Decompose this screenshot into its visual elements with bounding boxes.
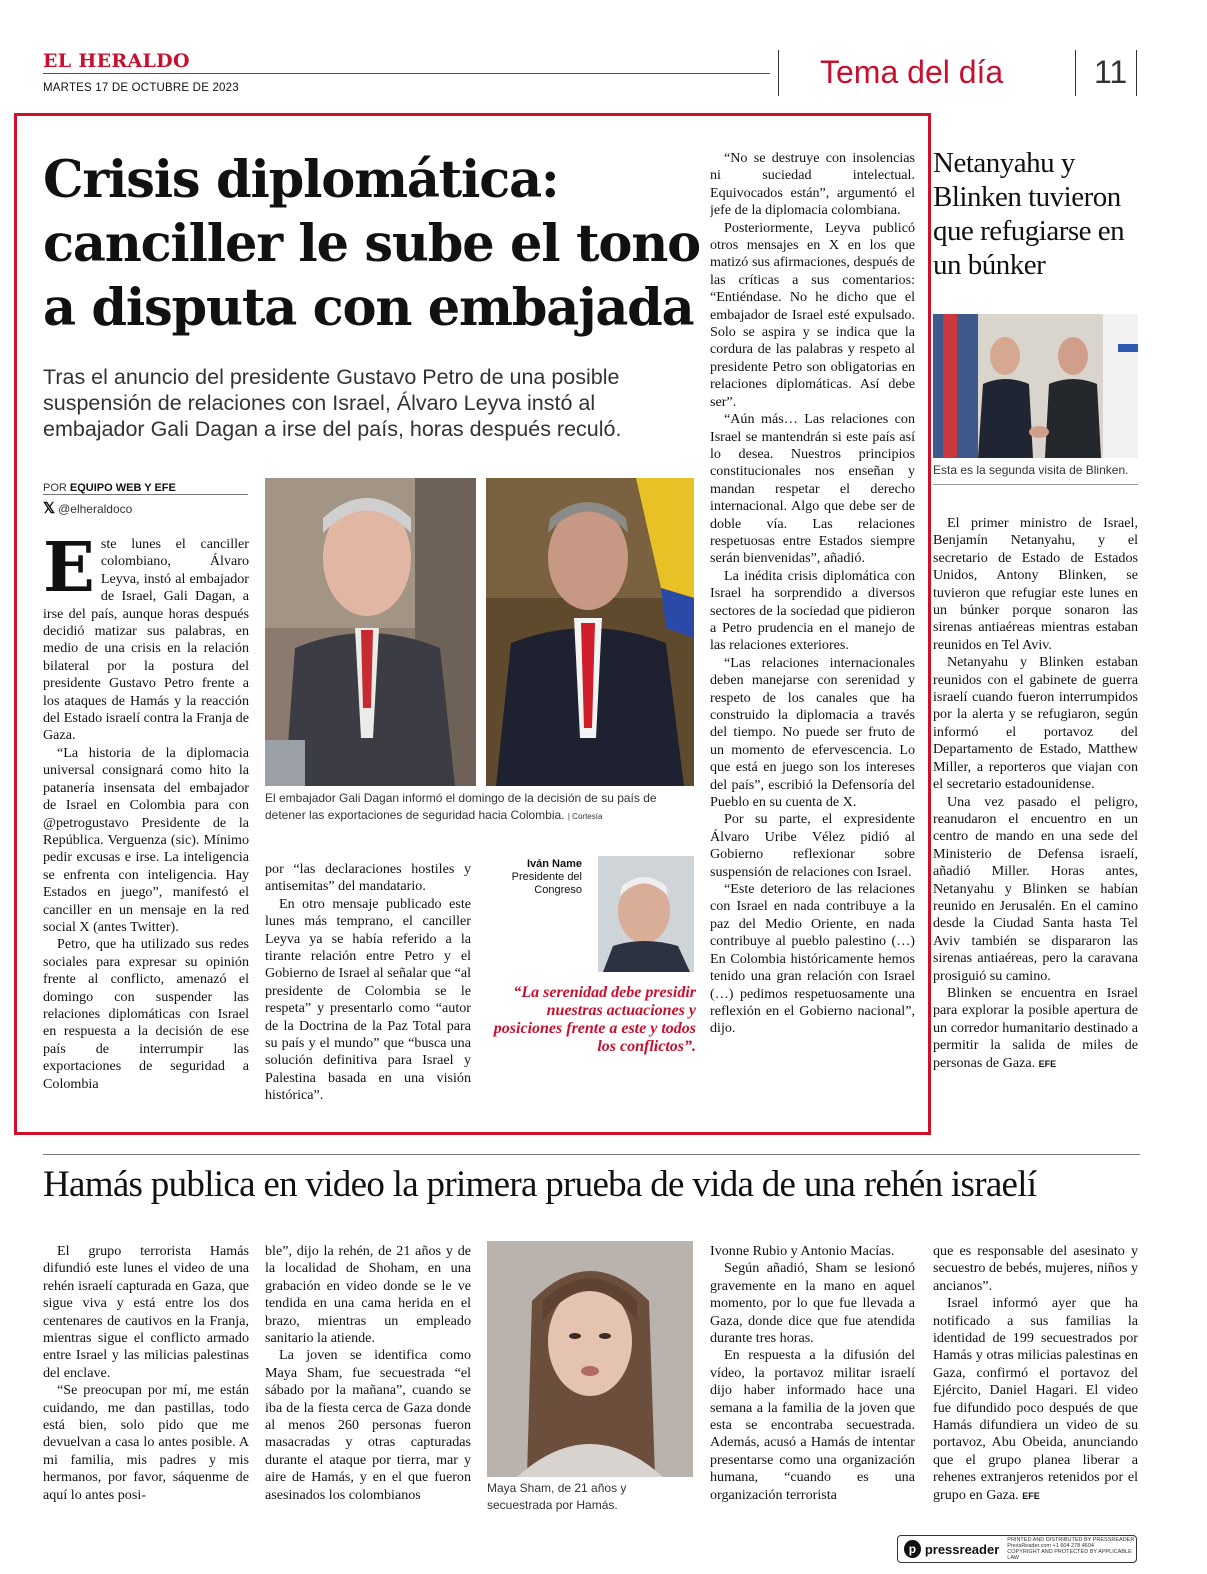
paragraph-text: Blinken se encuentra en Israel para explorar la posible apertura de un corredor humanitario destinado a permitir la salida de miles de personas de Gaza. bbox=[933, 984, 1138, 1071]
pressreader-badge[interactable] bbox=[897, 1535, 1137, 1563]
section-rule bbox=[43, 1154, 1140, 1155]
byline-prefix: POR bbox=[43, 482, 67, 494]
byline-rule bbox=[43, 494, 248, 495]
fineprint-line: PressReader.com +1 604 278 4604 bbox=[1007, 1543, 1094, 1549]
paragraph: La inédita crisis diplomática con Israel ha sorprendido a diversos sectores de la sociedad que pidieron a Petro prudencia en el manejo de las relaciones exteriores. bbox=[710, 567, 915, 654]
drop-cap: E bbox=[43, 536, 95, 608]
masthead-brand: EL HERALDO bbox=[43, 50, 190, 72]
paragraph: “La historia de la diplomacia universal consignará como hito la patanería insensata del embajador de Israel en Colombia para con @petrogustavo Presidente de la República. Verguenza (sic). Mínimo pedir excusas e irse. La inteligencia se enfrenta con inteligencia. Hay Estados en juego”, manifestó el canciller en un mensaje en la red social X (antes Twitter). bbox=[43, 744, 249, 935]
paragraph: ble”, dijo la rehén, de 21 años y de la localidad de Shoham, en una grabación en video donde se le ve tendida en una cama herida en el brazo, mientras un empleado sanitario la atiende. bbox=[265, 1243, 471, 1347]
lead-paragraph bbox=[43, 536, 249, 745]
paragraph: Una vez pasado el peligro, reanudaron el encuentro en un centro de mando en una sede del Ministerio de Defensa israelí, añadió Miller. Horas antes, Netanyahu y Blinken se habían reunido en Jerusalén. En el camino desde la Ciudad Santa hasta Tel Aviv también se dispararon las sirenas antiaéreas, pero la caravana prosiguió su camino. bbox=[933, 793, 1138, 984]
paragraph: La joven se identifica como Maya Sham, fue secuestrada “el sábado por la mañana”, cuando se iba de la fiesta cerca de Gaza donde al menos 260 personas fueron masacradas y otras capturadas durante el ataque por tierra, mar y aire de Hamás, y en el que fueron asesinados los colombianos bbox=[265, 1347, 471, 1503]
fineprint-line: PRINTED AND DISTRIBUTED BY PRESSREADER bbox=[1007, 1537, 1135, 1543]
paragraph: Posteriormente, Leyva publicó otros mensajes en X en los que matizó sus afirmaciones, después de las críticas a sus comentarios: “Entiéndase. No he dicho que el embajador de Israel esté expulsado. Solo se aspira y se indica que la cordura de las palabras y respeto al presidente Petro son obligatorias en relaciones diplomáticas. Así debe ser”. bbox=[710, 219, 915, 410]
fineprint-line: COPYRIGHT AND PROTECTED BY APPLICABLE LAW bbox=[1007, 1549, 1132, 1561]
photo-ivan-name bbox=[598, 856, 694, 972]
hamas-column-2 bbox=[265, 1243, 471, 1519]
photo-leyva-image bbox=[265, 478, 476, 786]
hamas-headline: Hamás publica en video la primera prueba de vida de una rehén israelí bbox=[43, 1164, 1037, 1205]
paragraph: Según añadió, Sham se lesionó gravemente en la mano en aquel momento, por lo que fue llevada a Gaza, donde dice que fue atendida durante tres horas. bbox=[710, 1260, 915, 1347]
pullquote-name: Iván Name bbox=[526, 858, 582, 870]
paragraph: “No se destruye con insolencias ni suciedad intelectual. Equivocados están”, argumentó el jefe de la diplomacia colombiana. bbox=[710, 150, 915, 219]
photo-dagan-image bbox=[486, 478, 694, 786]
pullquote-role: Presidente del Congreso bbox=[511, 871, 582, 896]
side-article-column bbox=[933, 515, 1138, 1117]
main-headline: Crisis diplomática: canciller le sube el tono a disputa con embajada bbox=[43, 150, 700, 338]
byline bbox=[43, 482, 176, 494]
pressreader-logo-text: pressreader bbox=[924, 1541, 1000, 1557]
paragraph: En otro mensaje publicado este lunes más temprano, el canciller Leyva ya se había referido a la tirante relación entre Petro y el Gobierno de Israel al señalar que “al presidente de Colombia se le respeta” y presentarlo como “autor de la Doctrina de la Paz Total para su país y el mundo” que “busca una solución definitiva para Israel y Palestina basada en una visión histórica”. bbox=[265, 895, 471, 1104]
paragraph: que es responsable del asesinato y secuestro de bebés, mujeres, niños y ancianos”. bbox=[933, 1243, 1138, 1294]
paragraph: “Este deterioro de las relaciones con Israel en nada contribuye a la paz del Medio Oriente, en nada contribuye al pueblo palestino (…) En Colombia históricamente hemos tenido una gran relación con Israel (…) pedimos respetuosamente una reflexión en el Gobierno nacional”, dijo. bbox=[710, 881, 915, 1037]
agency-signoff: EFE bbox=[1038, 1058, 1057, 1069]
paragraph-text: Israel informó ayer que ha notificado a sus familias la identidad de 199 secuestrados por Hamás y otras milicias palestinas en Gaza, confirmó el portavoz del Ejército, Daniel Hagari. El video fue difundido poco después de que Hamás difundiera un video de su portavoz, Abu Obeida, anunciando que el grupo planea liberar a rehenes extranjeros retenidos por el grupo en Gaza. bbox=[933, 1295, 1138, 1503]
photo-maya-sham-image bbox=[487, 1241, 693, 1477]
paragraph: por “las declaraciones hostiles y antisemitas” del mandatario. bbox=[265, 861, 471, 895]
agency-signoff: EFE bbox=[1022, 1490, 1040, 1501]
paragraph: Ivonne Rubio y Antonio Macías. bbox=[710, 1243, 895, 1259]
paragraph-text: ste lunes el canciller colombiano, Álvaro Leyva, instó al embajador de Israel, Gali Dagan, a irse del país, aunque horas después decidió matizar sus palabras, en medio de una crisis en la relación bilateral por la postura del presidente Gustavo Petro frente a los ataques de Hamás y la reacción del Estado israelí contra la Franja de Gaza. bbox=[43, 536, 249, 744]
article-column-3 bbox=[710, 150, 915, 1116]
hamas-column-5 bbox=[933, 1243, 1138, 1519]
caption-text: El embajador Gali Dagan informó el domingo de la decisión de su país de detener las exportaciones de seguridad hacia Colombia. bbox=[265, 791, 657, 822]
paragraph: El primer ministro de Israel, Benjamín Netanyahu, y el secretario de Estado de Estados Unidos, Antony Blinken, se tuvieron que refugiar este lunes en un búnker porque sonaron las sirenas antiaéreas mientras estaban reunidos en Tel Aviv. bbox=[933, 515, 1138, 653]
article-column-1 bbox=[43, 536, 249, 1116]
header-divider bbox=[1136, 50, 1137, 96]
photo-blinken-netanyahu bbox=[933, 314, 1138, 458]
pressreader-icon: p bbox=[904, 1540, 921, 1558]
paragraph: Petro, que ha utilizado sus redes sociales para expresar su opinión frente al conflicto, amenazó el domingo con suspender las relaciones diplomáticas con Israel en respuesta a la decisión de ese país de interrumpir las exportaciones de seguridad a Colombia bbox=[43, 936, 249, 1092]
pullquote-source bbox=[497, 858, 582, 897]
photo-credit: | Cortesía bbox=[567, 812, 603, 821]
pullquote-text: “La serenidad debe presidir nuestras actuaciones y posiciones frente a este y todos los conflictos”. bbox=[493, 984, 696, 1055]
header-divider bbox=[778, 50, 779, 96]
x-logo-icon: 𝕏 bbox=[43, 500, 56, 517]
paragraph bbox=[933, 985, 1138, 1073]
photo-blinken-netanyahu-image bbox=[933, 314, 1138, 458]
paragraph bbox=[933, 1295, 1138, 1505]
photo-ivan-name-image bbox=[598, 856, 694, 972]
x-handle-text: @elheraldoco bbox=[58, 502, 133, 516]
paragraph: El grupo terrorista Hamás difundió este lunes el video de una rehén israelí capturada en Gaza, que sigue viva y está entre los dos centenares de cautivos en la Franja, mientras sigue el conflicto armado entre Israel y las milicias palestinas del enclave. bbox=[43, 1243, 249, 1381]
paragraph: Por su parte, el expresidente Álvaro Uribe Vélez pidió al Gobierno reflexionar sobre suspensión de relaciones con Israel. bbox=[710, 811, 915, 880]
paragraph: “Las relaciones internacionales deben manejarse con serenidad y respeto de los canales que ha construido la diplomacia a través del tiempo. No puede ser fruto de un momento de efervescencia. Lo que está en juego son los intereses del país”, escribió la Defensoría del Pueblo en su cuenta de X. bbox=[710, 654, 915, 811]
social-handle bbox=[43, 499, 132, 517]
photo-maya-sham bbox=[487, 1241, 693, 1477]
page-number: 11 bbox=[1094, 54, 1128, 90]
main-deck: Tras el anuncio del presidente Gustavo Petro de una posible suspensión de relaciones con Israel, Álvaro Leyva instó al embajador Gali Dagan a irse del país, horas después reculó. bbox=[43, 365, 622, 441]
article-column-2 bbox=[265, 861, 471, 1117]
hamas-column-4 bbox=[710, 1243, 915, 1519]
paragraph: “Se preocupan por mí, me están cuidando, me dan pastillas, todo está bien, solo pido que me devuelvan a casa lo antes posible. A mi familia, mis padres y mis hermanos, por favor, sáquenme de aquí lo antes posi- bbox=[43, 1382, 249, 1503]
photo-leyva bbox=[265, 478, 476, 786]
section-title: Tema del día bbox=[820, 54, 1004, 90]
header-rule bbox=[43, 73, 770, 74]
paragraph: Netanyahu y Blinken estaban reunidos con el gabinete de guerra israelí cuando fueron interrumpidos por la alerta y se refugiaron, según informó el portavoz del Departamento de Estado, Matthew Miller, a reporteros que viajan con el secretario estadounidense. bbox=[933, 654, 1138, 793]
byline-author: EQUIPO WEB Y EFE bbox=[69, 482, 176, 494]
pressreader-fineprint bbox=[1007, 1537, 1136, 1561]
hamas-photo-caption: Maya Sham, de 21 años y secuestrada por Hamás. bbox=[487, 1481, 627, 1512]
issue-date: MARTES 17 DE OCTUBRE DE 2023 bbox=[43, 82, 239, 94]
paragraph: En respuesta a la difusión del vídeo, la portavoz militar israelí dijo haber informado hace una semana a la familia de la joven que esta se encontraba secuestrada. Además, acusó a Hamás de intentar presentarse como una organización humana, “cuando es una organización terrorista bbox=[710, 1347, 915, 1503]
photo-dagan bbox=[486, 478, 694, 786]
photo-caption bbox=[265, 790, 695, 825]
side-rule bbox=[933, 484, 1138, 485]
paragraph: “Aún más… Las relaciones con Israel se mantendrán si este país así lo desea. Nuestros principios constitucionales nos enseñan y mandan respetar el derecho internacional. Algo que debe ser de doble vía. Las relaciones respetuosas entre Estados siempre serán bienvenidas”, añadió. bbox=[710, 411, 915, 567]
side-headline: Netanyahu y Blinken tuvieron que refugiarse en un búnker bbox=[933, 147, 1125, 281]
hamas-column-1 bbox=[43, 1243, 249, 1519]
side-photo-caption: Esta es la segunda visita de Blinken. bbox=[933, 463, 1129, 477]
header-divider bbox=[1075, 50, 1076, 96]
